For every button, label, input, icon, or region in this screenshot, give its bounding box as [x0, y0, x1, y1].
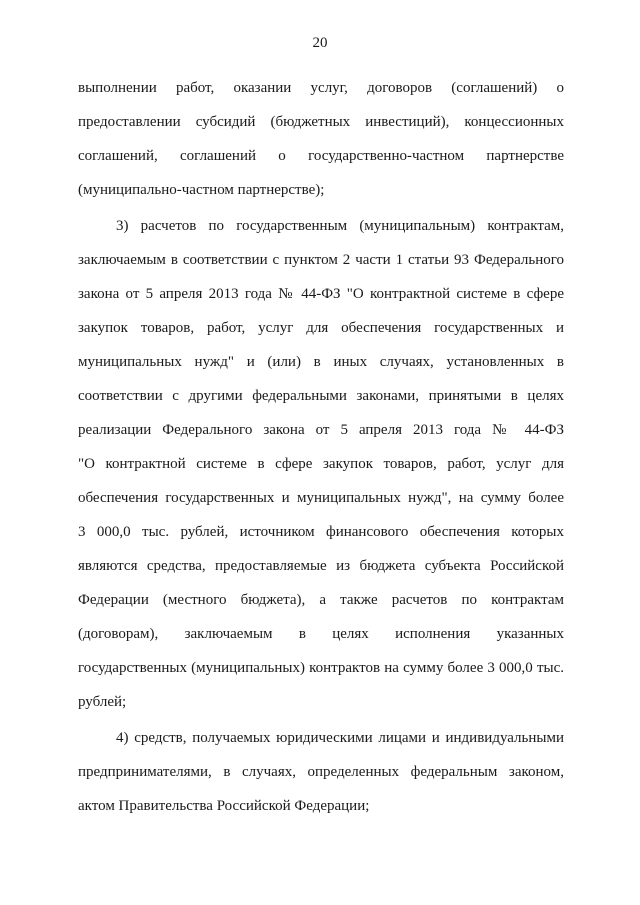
text-line: 3 000,0 тыс. рублей, источником финансового обеспечения которых — [78, 524, 564, 540]
text-line: соглашений, соглашений о государственно-частном партнерстве — [78, 148, 564, 164]
text-line: закона от 5 апреля 2013 года № 44-ФЗ "О контрактной системе в сфере — [78, 286, 564, 302]
text-line: 3) расчетов по государственным (муниципальным) контрактам, — [116, 218, 564, 234]
text-line: рублей; — [78, 694, 127, 710]
text-line: соответствии с другими федеральными законами, принятыми в целях — [78, 388, 564, 404]
text-line: 4) средств, получаемых юридическими лицами и индивидуальными — [116, 730, 564, 746]
text-line: Федерации (местного бюджета), а также расчетов по контрактам — [78, 592, 564, 608]
page-number: 20 — [312, 35, 328, 51]
text-line: государственных (муниципальных) контрактов на сумму более 3 000,0 тыс. — [78, 660, 564, 676]
text-line: обеспечения государственных и муниципальных нужд", на сумму более — [78, 490, 564, 506]
text-line: являются средства, предоставляемые из бюджета субъекта Российской — [78, 558, 564, 574]
text-line: предоставлении субсидий (бюджетных инвестиций), концессионных — [78, 114, 564, 130]
text-line: закупок товаров, работ, услуг для обеспечения государственных и — [78, 320, 564, 336]
text-line: предпринимателями, в случаях, определенных федеральным законом, — [78, 764, 564, 780]
text-line: муниципальных нужд" и (или) в иных случаях, установленных в — [78, 354, 564, 370]
paragraph-item-4 — [78, 721, 564, 823]
text-line: (договорам), заключаемым в целях исполнения указанных — [78, 626, 564, 642]
text-line: заключаемым в соответствии с пунктом 2 части 1 статьи 93 Федерального — [78, 252, 564, 268]
text-line: (муниципально-частном партнерстве); — [78, 182, 325, 198]
paragraph-item-3 — [78, 209, 564, 719]
text-line: актом Правительства Российской Федерации; — [78, 798, 370, 814]
paragraph-continuation — [78, 71, 564, 207]
text-line: реализации Федерального закона от 5 апреля 2013 года № 44-ФЗ — [78, 422, 564, 438]
text-line: "О контрактной системе в сфере закупок товаров, работ, услуг для — [78, 456, 564, 472]
text-line: выполнении работ, оказании услуг, договоров (соглашений) о — [78, 80, 564, 96]
document-body — [78, 71, 564, 823]
